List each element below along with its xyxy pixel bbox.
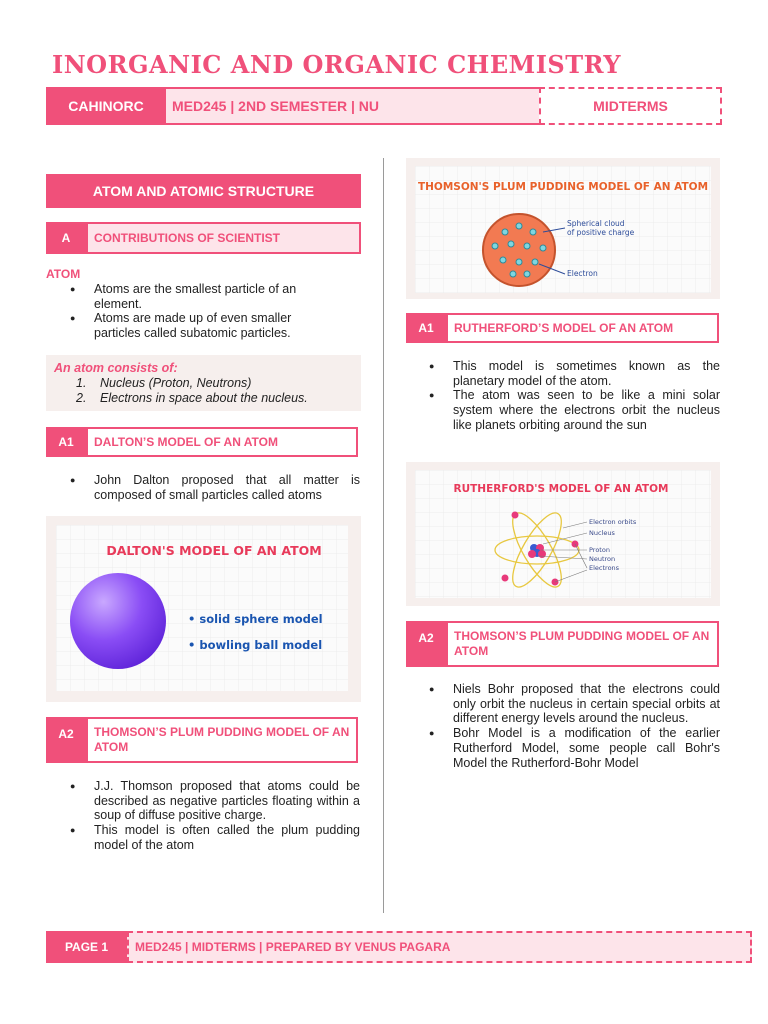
solid-sphere-icon bbox=[70, 573, 166, 669]
dalton-image-item: • bowling ball model bbox=[188, 638, 323, 652]
thomson-model-image bbox=[415, 166, 711, 293]
dalton-image-item: • solid sphere model bbox=[188, 612, 323, 626]
label-electron: Electron bbox=[567, 269, 598, 278]
rutherford-bullet-list bbox=[429, 359, 720, 433]
label-cloud: Spherical cloud bbox=[567, 219, 625, 228]
section-tag: A2 bbox=[46, 717, 86, 763]
column-divider bbox=[383, 158, 384, 913]
list-item: ● John Dalton proposed that all matter is composed of small particles called atoms bbox=[70, 473, 360, 502]
label-proton: Proton bbox=[589, 546, 610, 554]
nucleus-icon bbox=[528, 544, 546, 558]
list-item: ● Niels Bohr proposed that the electrons could only orbit the nucleus in certain special orbits at different energy levels around the nucleus. bbox=[429, 682, 720, 726]
label-neutron: Neutron bbox=[589, 555, 616, 563]
list-item: ● This model is often called the plum pudding model of the atom bbox=[70, 823, 360, 852]
dalton-image-title: DALTON'S MODEL OF AN ATOM bbox=[106, 543, 322, 558]
list-item: ● Atoms are made up of even smaller particles called subatomic particles. bbox=[70, 311, 332, 340]
list-item: ● The atom was seen to be like a mini solar system where the electrons orbit the nucleus like planets orbiting around the sun bbox=[429, 388, 720, 432]
atom-heading: ATOM bbox=[46, 267, 81, 281]
dalton-image-card bbox=[46, 516, 361, 702]
bohr-bullet-list bbox=[429, 682, 720, 770]
consists-heading: An atom consists of: bbox=[54, 361, 178, 375]
list-item: 1. Nucleus (Proton, Neutrons) bbox=[76, 376, 252, 390]
course-code-badge: CAHINORC bbox=[46, 87, 166, 125]
footer-bar: MED245 | MIDTERMS | PREPARED BY VENUS PAGARA bbox=[127, 931, 752, 963]
section-label: DALTON’S MODEL OF AN ATOM bbox=[86, 427, 358, 457]
label-nucleus: Nucleus bbox=[589, 529, 615, 537]
thomson-bullet-list bbox=[70, 779, 360, 853]
section-thomson bbox=[46, 717, 358, 763]
section-label: RUTHERFORD’S MODEL OF AN ATOM bbox=[446, 313, 719, 343]
section-tag: A bbox=[46, 222, 86, 254]
label-cloud: of positive charge bbox=[567, 228, 635, 237]
label-electrons: Electrons bbox=[589, 564, 620, 572]
thomson-image-title: THOMSON'S PLUM PUDDING MODEL OF AN ATOM bbox=[417, 181, 709, 193]
rutherford-model-image bbox=[415, 470, 711, 598]
course-info-bar: MED245 | 2ND SEMESTER | NU bbox=[166, 87, 539, 125]
section-tag: A1 bbox=[406, 313, 446, 343]
section-label: THOMSON’S PLUM PUDDING MODEL OF AN ATOM bbox=[86, 717, 358, 763]
rutherford-image-title: RUTHERFORD'S MODEL OF AN ATOM bbox=[453, 483, 669, 495]
label-electron-orbits: Electron orbits bbox=[589, 518, 637, 526]
topic-banner: ATOM AND ATOMIC STRUCTURE bbox=[46, 174, 361, 208]
section-label: CONTRIBUTIONS OF SCIENTIST bbox=[86, 222, 361, 254]
page-title: INORGANIC AND ORGANIC CHEMISTRY bbox=[52, 50, 621, 79]
list-item: ● This model is sometimes known as the planetary model of the atom. bbox=[429, 359, 720, 388]
term-badge: MIDTERMS bbox=[539, 87, 722, 125]
dalton-model-image bbox=[56, 525, 348, 691]
list-item: 2. Electrons in space about the nucleus. bbox=[76, 391, 308, 405]
section-bohr bbox=[406, 621, 719, 667]
section-contributions bbox=[46, 222, 361, 254]
rutherford-image-card bbox=[406, 462, 720, 606]
dalton-bullet-list bbox=[70, 473, 360, 502]
list-item: ● Atoms are the smallest particle of an element. bbox=[70, 282, 332, 311]
section-tag: A2 bbox=[406, 621, 446, 667]
atom-consists-box bbox=[46, 355, 361, 411]
section-rutherford bbox=[406, 313, 719, 343]
page-number-badge: PAGE 1 bbox=[46, 931, 127, 963]
section-dalton bbox=[46, 427, 358, 457]
section-label: THOMSON’S PLUM PUDDING MODEL OF AN ATOM bbox=[446, 621, 719, 667]
list-item: ● Bohr Model is a modification of the earlier Rutherford Model, some people call Bohr's Model the Rutherford-Bohr Model bbox=[429, 726, 720, 770]
consists-list bbox=[54, 376, 353, 406]
atom-bullet-list bbox=[70, 282, 332, 341]
thomson-image-card bbox=[406, 158, 720, 299]
list-item: ● J.J. Thomson proposed that atoms could be described as negative particles floating within a soup of diffuse positive charge. bbox=[70, 779, 360, 823]
section-tag: A1 bbox=[46, 427, 86, 457]
